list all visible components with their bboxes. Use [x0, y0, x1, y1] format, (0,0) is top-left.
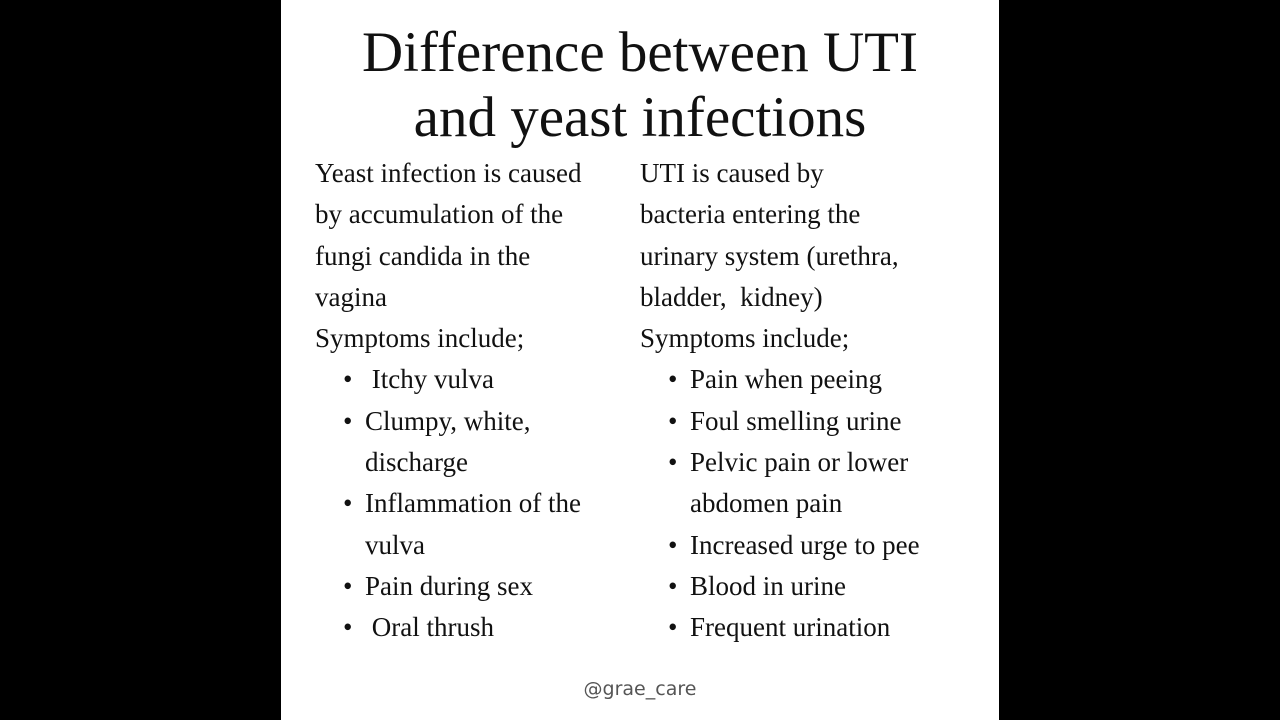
list-item: [690, 442, 980, 525]
symptom-text: • Clumpy, white,: [365, 405, 531, 436]
list-item: [365, 607, 645, 648]
list-item: [365, 566, 645, 607]
symptom-text: • Pelvic pain or lower: [690, 447, 909, 478]
symptom-text: • Oral thrush: [365, 612, 494, 643]
symptoms-heading: Symptoms include;: [640, 323, 850, 354]
uti-column: [640, 153, 980, 649]
infographic-page: [281, 0, 999, 720]
intro-line: UTI is caused by: [640, 158, 824, 188]
list-item: [690, 525, 980, 566]
symptom-text: • Foul smelling urine: [690, 405, 902, 436]
intro-line: Yeast infection is caused: [315, 158, 582, 188]
symptom-text: • Itchy vulva: [365, 364, 494, 395]
intro-line: by accumulation of the: [315, 199, 564, 230]
symptom-text: abdomen pain: [690, 488, 843, 519]
yeast-symptoms-list: [315, 359, 645, 648]
symptom-text: • Pain when peeing: [690, 364, 882, 395]
symptom-text: • Pain during sex: [365, 570, 533, 601]
intro-line: vagina: [315, 281, 387, 312]
symptom-text: • Inflammation of the: [365, 488, 581, 519]
list-item: [365, 401, 645, 484]
page-title: [281, 20, 999, 150]
symptom-text: • Blood in urine: [690, 570, 846, 601]
author-handle: @grae_care: [583, 678, 697, 700]
uti-symptoms-list: [640, 359, 980, 648]
list-item: [690, 607, 980, 648]
intro-line: bladder, kidney): [640, 281, 823, 312]
list-item: [365, 359, 645, 400]
yeast-infection-column: [315, 153, 645, 649]
intro-line: fungi candida in the: [315, 240, 531, 271]
list-item: [690, 359, 980, 400]
list-item: [690, 566, 980, 607]
symptom-text: vulva: [365, 529, 425, 560]
symptoms-heading: Symptoms include;: [315, 323, 525, 354]
yeast-infection-intro: [315, 153, 645, 318]
list-item: [365, 483, 645, 566]
intro-line: urinary system (urethra,: [640, 240, 899, 271]
uti-intro: [640, 153, 980, 318]
title-line: Difference between UTI: [362, 21, 918, 84]
intro-line: bacteria entering the: [640, 199, 861, 230]
symptom-text: discharge: [365, 447, 468, 478]
symptom-text: • Frequent urination: [690, 612, 891, 643]
title-line: and yeast infections: [413, 86, 867, 149]
list-item: [690, 401, 980, 442]
symptom-text: • Increased urge to pee: [690, 529, 920, 560]
